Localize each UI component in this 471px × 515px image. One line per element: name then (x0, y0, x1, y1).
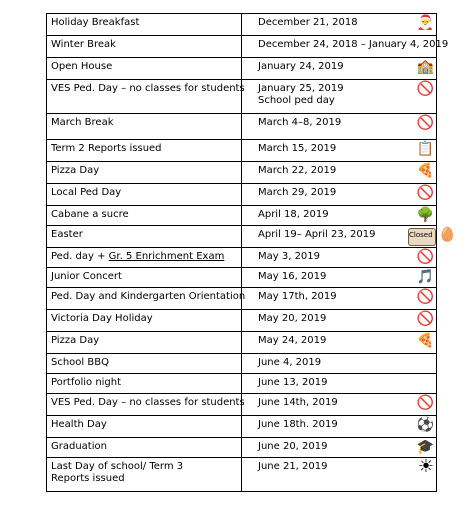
event-cell: Pizza Day (47, 332, 242, 354)
event-cell: Open House (47, 58, 242, 80)
date-cell: March 15, 2019 📋 (242, 140, 437, 162)
table-row (47, 416, 437, 438)
graduation-cap-icon: 🎓 (416, 439, 434, 455)
table-row (47, 206, 437, 226)
event-cell: Winter Break (47, 36, 242, 58)
table-row (47, 140, 437, 162)
date-cell: December 24, 2018 – January 4, 2019 (242, 36, 437, 58)
date-cell: March 22, 2019 🍕 (242, 162, 437, 184)
date-cell: March 29, 2019 🚫 (242, 184, 437, 206)
tree-icon: 🌳 (416, 207, 434, 223)
date-cell: May 20, 2019 🚫 (242, 310, 437, 332)
no-school-icon: 🚫 (416, 185, 434, 201)
date-cell: April 19– April 23, 2019 Closed 🥚 (242, 226, 437, 248)
event-cell: Graduation (47, 438, 242, 458)
schoolhouse-icon: 🏫 (416, 59, 434, 75)
date-cell: January 25, 2019 School ped day 🚫 (242, 80, 437, 114)
date-cell: June 4, 2019 (242, 354, 437, 374)
date-cell: June 14th, 2019 🚫 (242, 394, 437, 416)
table-row (47, 268, 437, 288)
easter-eggs-icon: 🥚 (438, 227, 456, 243)
pizza-icon: 🍕 (416, 163, 434, 179)
event-cell: Victoria Day Holiday (47, 310, 242, 332)
event-cell: Ped. day + Gr. 5 Enrichment Exam (47, 248, 242, 268)
table-row (47, 162, 437, 184)
music-icon: 🎵 (416, 269, 434, 285)
no-school-icon: 🚫 (416, 311, 434, 327)
event-cell: Term 2 Reports issued (47, 140, 242, 162)
table-row (47, 288, 437, 310)
event-cell: VES Ped. Day – no classes for students (47, 80, 242, 114)
event-cell: School BBQ (47, 354, 242, 374)
event-cell: Cabane a sucre (47, 206, 242, 226)
no-school-icon: 🚫 (416, 289, 434, 305)
event-cell: Junior Concert (47, 268, 242, 288)
table-row (47, 438, 437, 458)
table-row (47, 36, 437, 58)
event-cell: Last Day of school/ Term 3 Reports issued (47, 458, 242, 492)
sports-balls-icon: ⚽ (416, 417, 434, 433)
date-cell: December 21, 2018 🎅 (242, 14, 437, 36)
date-cell: January 24, 2019 🏫 (242, 58, 437, 80)
table-row (47, 58, 437, 80)
table-row (47, 248, 437, 268)
table-row (47, 394, 437, 416)
event-cell: Health Day (47, 416, 242, 438)
date-cell: June 18th. 2019 ⚽ (242, 416, 437, 438)
table-row (47, 310, 437, 332)
no-school-icon: 🚫 (416, 249, 434, 265)
date-cell: May 3, 2019 🚫 (242, 248, 437, 268)
table-row (47, 354, 437, 374)
table-row (47, 374, 437, 394)
no-school-icon: 🚫 (416, 81, 434, 97)
date-cell: May 16, 2019 🎵 (242, 268, 437, 288)
date-cell: March 4–8, 2019 🚫 (242, 114, 437, 140)
event-cell: Holiday Breakfast (47, 14, 242, 36)
sun-icon: ☀ (417, 456, 434, 477)
event-cell: VES Ped. Day – no classes for students (47, 394, 242, 416)
event-cell: March Break (47, 114, 242, 140)
table-row (47, 184, 437, 206)
date-cell: May 24, 2019 🍕 (242, 332, 437, 354)
date-cell: May 17th, 2019 🚫 (242, 288, 437, 310)
date-cell: June 21, 2019 ☀ (242, 458, 437, 492)
table-row (47, 80, 437, 114)
event-cell: Local Ped Day (47, 184, 242, 206)
date-cell: June 20, 2019 🎓 (242, 438, 437, 458)
table-row (47, 14, 437, 36)
no-school-icon: 🚫 (416, 115, 434, 131)
table-row (47, 332, 437, 354)
pizza-icon: 🍕 (416, 333, 434, 349)
date-cell: June 13, 2019 (242, 374, 437, 394)
event-cell: Portfolio night (47, 374, 242, 394)
table-row (47, 114, 437, 140)
event-cell: Easter (47, 226, 242, 248)
closed-sign: Closed (408, 228, 436, 246)
date-cell: April 18, 2019 🌳 (242, 206, 437, 226)
event-cell: Ped. Day and Kindergarten Orientation (47, 288, 242, 310)
report-card-icon: 📋 (416, 141, 434, 157)
santa-icon: 🎅 (416, 15, 434, 31)
event-cell: Pizza Day (47, 162, 242, 184)
table-row (47, 458, 437, 492)
school-calendar-table (46, 13, 456, 492)
no-school-icon: 🚫 (416, 395, 434, 411)
table-row (47, 226, 437, 248)
